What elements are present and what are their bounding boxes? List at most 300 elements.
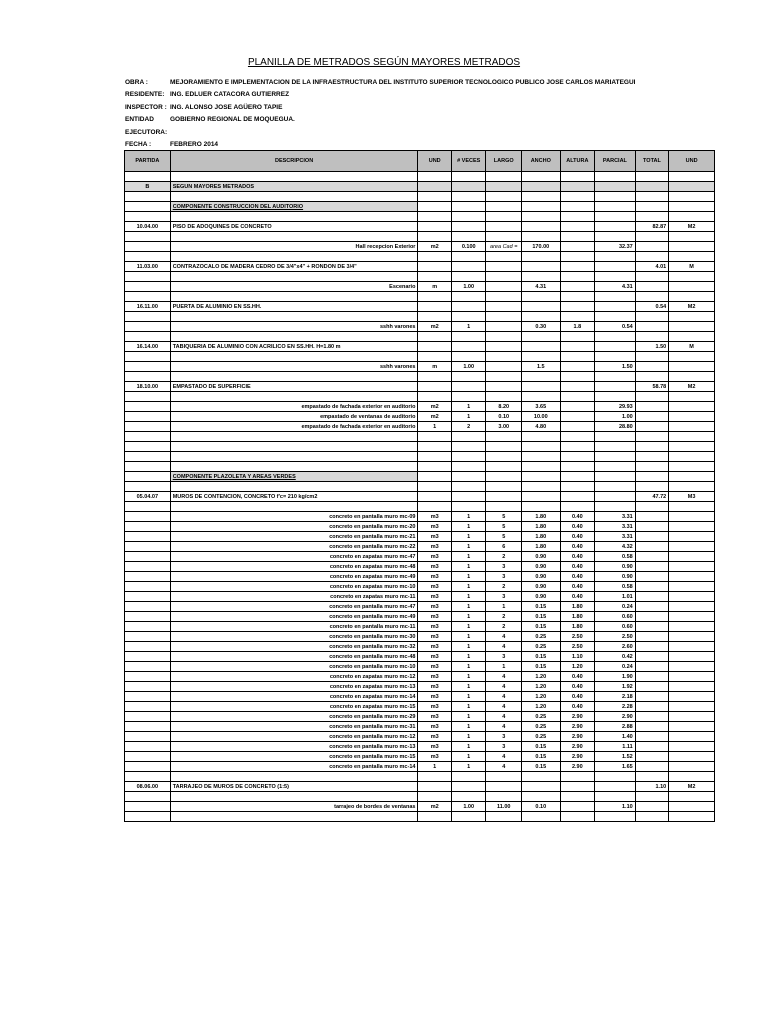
- cell: m3: [418, 622, 452, 632]
- cell: [125, 412, 171, 422]
- cell: M3: [669, 492, 715, 502]
- cell: [170, 312, 418, 322]
- cell: [522, 232, 561, 242]
- cell: 1.01: [595, 592, 636, 602]
- cell: 1.20: [522, 692, 561, 702]
- cell: [486, 372, 522, 382]
- cell: [451, 482, 486, 492]
- blank-row: [125, 172, 715, 182]
- cell: concreto en zapatas muro mc-12: [170, 672, 418, 682]
- cell: [125, 172, 171, 182]
- cell: [125, 192, 171, 202]
- cell: [635, 352, 669, 362]
- cell: [451, 352, 486, 362]
- cell: [635, 452, 669, 462]
- detail-row: [125, 512, 715, 522]
- cell: [418, 262, 452, 272]
- cell: [635, 292, 669, 302]
- cell: 0.15: [522, 622, 561, 632]
- detail-row: [125, 362, 715, 372]
- cell: M2: [669, 382, 715, 392]
- cell: concreto en zapatas muro mc-48: [170, 562, 418, 572]
- cell: [418, 782, 452, 792]
- cell: [522, 392, 561, 402]
- cell: area Cad =: [486, 242, 522, 252]
- cell: [451, 492, 486, 502]
- cell: [418, 232, 452, 242]
- cell: 0.15: [522, 752, 561, 762]
- cell: concreto en zapatas muro mc-15: [170, 702, 418, 712]
- cell: [125, 812, 171, 822]
- cell: [125, 602, 171, 612]
- cell: [451, 372, 486, 382]
- cell: [595, 382, 636, 392]
- cell: 1: [451, 542, 486, 552]
- cell: 4.32: [595, 542, 636, 552]
- cell: [125, 522, 171, 532]
- cell: [560, 792, 595, 802]
- cell: [125, 542, 171, 552]
- cell: [669, 332, 715, 342]
- cell: concreto en pantalla muro mc-14: [170, 762, 418, 772]
- cell: [451, 442, 486, 452]
- cell: [451, 262, 486, 272]
- cell: [635, 762, 669, 772]
- cell: m: [418, 282, 452, 292]
- cell: [635, 502, 669, 512]
- cell: [669, 772, 715, 782]
- cell: [170, 352, 418, 362]
- cell: [170, 232, 418, 242]
- cell: 1.80: [522, 532, 561, 542]
- cell: [595, 292, 636, 302]
- cell: [560, 232, 595, 242]
- cell: [486, 502, 522, 512]
- cell: [635, 472, 669, 482]
- cell: [560, 452, 595, 462]
- cell: 4.31: [595, 282, 636, 292]
- cell: [560, 482, 595, 492]
- cell: M2: [669, 222, 715, 232]
- cell: 1: [451, 692, 486, 702]
- cell: [125, 642, 171, 652]
- cell: m: [418, 362, 452, 372]
- meta-row: [125, 102, 636, 114]
- cell: [669, 732, 715, 742]
- cell: Escenario: [170, 282, 418, 292]
- cell: [595, 182, 636, 192]
- cell: 2: [486, 582, 522, 592]
- cell: 28.80: [595, 422, 636, 432]
- cell: 1: [451, 552, 486, 562]
- cell: 2.60: [595, 642, 636, 652]
- cell: [418, 182, 452, 192]
- cell: concreto en pantalla muro mc-09: [170, 512, 418, 522]
- blank-row: [125, 432, 715, 442]
- cell: [125, 322, 171, 332]
- column-header: PARCIAL: [595, 151, 636, 172]
- cell: 6: [486, 542, 522, 552]
- cell: [125, 482, 171, 492]
- detail-row: [125, 702, 715, 712]
- cell: [486, 322, 522, 332]
- cell: 2.88: [595, 722, 636, 732]
- cell: 4.80: [522, 422, 561, 432]
- cell: [635, 442, 669, 452]
- cell: [125, 622, 171, 632]
- cell: m3: [418, 742, 452, 752]
- cell: [635, 592, 669, 602]
- cell: [595, 502, 636, 512]
- cell: m3: [418, 702, 452, 712]
- page-title: PLANILLA DE METRADOS SEGÚN MAYORES METRADOS: [247, 57, 521, 68]
- cell: 4: [486, 632, 522, 642]
- cell: [669, 422, 715, 432]
- cell: [560, 462, 595, 472]
- cell: [669, 672, 715, 682]
- cell: [451, 382, 486, 392]
- cell: [170, 812, 418, 822]
- cell: concreto en pantalla muro mc-32: [170, 642, 418, 652]
- cell: [635, 672, 669, 682]
- detail-row: [125, 762, 715, 772]
- component-row: [125, 202, 715, 212]
- detail-row: [125, 572, 715, 582]
- blank-row: [125, 462, 715, 472]
- detail-row: [125, 642, 715, 652]
- cell: 4.31: [522, 282, 561, 292]
- cell: [669, 352, 715, 362]
- cell: [635, 312, 669, 322]
- cell: [170, 502, 418, 512]
- cell: 170.00: [522, 242, 561, 252]
- cell: B: [125, 182, 171, 192]
- blank-row: [125, 252, 715, 262]
- cell: [522, 782, 561, 792]
- cell: 0.24: [595, 602, 636, 612]
- blank-row: [125, 772, 715, 782]
- cell: [451, 342, 486, 352]
- cell: m2: [418, 322, 452, 332]
- cell: [418, 432, 452, 442]
- cell: 0.90: [522, 582, 561, 592]
- cell: 82.87: [635, 222, 669, 232]
- cell: [170, 462, 418, 472]
- cell: 2.90: [560, 752, 595, 762]
- cell: [522, 382, 561, 392]
- blank-row: [125, 792, 715, 802]
- cell: [522, 272, 561, 282]
- meta-label: OBRA :: [125, 79, 148, 86]
- cell: [635, 172, 669, 182]
- meta-label: ENTIDAD EJECUTORA:: [125, 116, 168, 136]
- cell: [635, 542, 669, 552]
- cell: [595, 212, 636, 222]
- cell: [669, 322, 715, 332]
- cell: [125, 732, 171, 742]
- cell: [125, 272, 171, 282]
- cell: [522, 332, 561, 342]
- cell: [669, 572, 715, 582]
- cell: 5: [486, 512, 522, 522]
- cell: [669, 212, 715, 222]
- cell: [418, 192, 452, 202]
- cell: [669, 532, 715, 542]
- detail-row: [125, 532, 715, 542]
- blank-row: [125, 812, 715, 822]
- cell: Hall recepcion Exterior: [170, 242, 418, 252]
- cell: [669, 362, 715, 372]
- cell: [486, 302, 522, 312]
- cell: 0.40: [560, 592, 595, 602]
- cell: 4: [486, 712, 522, 722]
- cell: [418, 772, 452, 782]
- cell: [669, 282, 715, 292]
- cell: 1.20: [522, 682, 561, 692]
- cell: [595, 232, 636, 242]
- cell: [125, 432, 171, 442]
- cell: 1: [451, 712, 486, 722]
- cell: [125, 582, 171, 592]
- cell: 1: [451, 562, 486, 572]
- column-header: UND: [669, 151, 715, 172]
- cell: [125, 202, 171, 212]
- cell: [451, 452, 486, 462]
- cell: 0.25: [522, 722, 561, 732]
- cell: [595, 272, 636, 282]
- cell: 0.90: [522, 562, 561, 572]
- cell: 2.90: [560, 742, 595, 752]
- cell: 1.65: [595, 762, 636, 772]
- cell: [486, 352, 522, 362]
- cell: [451, 252, 486, 262]
- cell: concreto en pantalla muro mc-12: [170, 732, 418, 742]
- cell: [125, 422, 171, 432]
- cell: 10.04.00: [125, 222, 171, 232]
- cell: 0.40: [560, 562, 595, 572]
- cell: [560, 402, 595, 412]
- cell: [522, 342, 561, 352]
- cell: 2.90: [595, 712, 636, 722]
- detail-row: [125, 662, 715, 672]
- cell: [486, 812, 522, 822]
- cell: 4.01: [635, 262, 669, 272]
- cell: [635, 792, 669, 802]
- cell: m2: [418, 402, 452, 412]
- cell: [669, 512, 715, 522]
- cell: 58.78: [635, 382, 669, 392]
- blank-row: [125, 372, 715, 382]
- cell: [635, 712, 669, 722]
- cell: [486, 792, 522, 802]
- cell: M2: [669, 302, 715, 312]
- cell: 1: [451, 532, 486, 542]
- cell: [125, 652, 171, 662]
- column-header: LARGO: [486, 151, 522, 172]
- cell: [635, 622, 669, 632]
- cell: [635, 272, 669, 282]
- cell: 05.04.07: [125, 492, 171, 502]
- cell: 4: [486, 752, 522, 762]
- cell: [486, 432, 522, 442]
- cell: [418, 462, 452, 472]
- detail-row: [125, 412, 715, 422]
- cell: [669, 752, 715, 762]
- item-row: [125, 262, 715, 272]
- blank-row: [125, 502, 715, 512]
- cell: [486, 442, 522, 452]
- cell: [669, 742, 715, 752]
- cell: 10.00: [522, 412, 561, 422]
- cell: [125, 672, 171, 682]
- blank-row: [125, 332, 715, 342]
- cell: concreto en zapatas muro mc-49: [170, 572, 418, 582]
- cell: [560, 442, 595, 452]
- meta-label: RESIDENTE:: [125, 91, 165, 99]
- cell: [669, 662, 715, 672]
- cell: 1: [451, 702, 486, 712]
- cell: 0.15: [522, 612, 561, 622]
- blank-row: [125, 452, 715, 462]
- cell: [125, 442, 171, 452]
- cell: [669, 702, 715, 712]
- cell: 2: [451, 422, 486, 432]
- cell: [635, 612, 669, 622]
- cell: [418, 252, 452, 262]
- cell: [125, 722, 171, 732]
- cell: [125, 242, 171, 252]
- cell: [522, 772, 561, 782]
- cell: 1.8: [560, 322, 595, 332]
- cell: 8.20: [486, 402, 522, 412]
- cell: 1.11: [595, 742, 636, 752]
- cell: [522, 302, 561, 312]
- cell: concreto en pantalla muro mc-47: [170, 602, 418, 612]
- cell: [418, 502, 452, 512]
- detail-row: [125, 682, 715, 692]
- detail-row: [125, 742, 715, 752]
- cell: 0.30: [522, 322, 561, 332]
- cell: 0.40: [560, 512, 595, 522]
- cell: [522, 312, 561, 322]
- cell: [560, 362, 595, 372]
- cell: m3: [418, 712, 452, 722]
- detail-row: [125, 612, 715, 622]
- cell: [486, 772, 522, 782]
- cell: 1.50: [635, 342, 669, 352]
- cell: 1.20: [560, 662, 595, 672]
- cell: 0.40: [560, 552, 595, 562]
- cell: [635, 522, 669, 532]
- cell: [522, 502, 561, 512]
- cell: [451, 472, 486, 482]
- cell: [125, 632, 171, 642]
- cell: [486, 342, 522, 352]
- cell: [595, 342, 636, 352]
- cell: [669, 552, 715, 562]
- cell: 0.25: [522, 632, 561, 642]
- cell: [669, 622, 715, 632]
- detail-row: [125, 752, 715, 762]
- cell: [560, 332, 595, 342]
- detail-row: [125, 632, 715, 642]
- cell: [560, 302, 595, 312]
- cell: [522, 202, 561, 212]
- cell: [125, 612, 171, 622]
- cell: [669, 612, 715, 622]
- cell: [669, 272, 715, 282]
- cell: 1.10: [560, 652, 595, 662]
- cell: sshh varones: [170, 322, 418, 332]
- cell: [595, 262, 636, 272]
- cell: [170, 792, 418, 802]
- cell: 2.90: [560, 722, 595, 732]
- cell: [125, 312, 171, 322]
- cell: empastado de fachada exterior en auditorio: [170, 422, 418, 432]
- cell: 0.40: [560, 672, 595, 682]
- cell: concreto en pantalla muro mc-22: [170, 542, 418, 552]
- cell: m3: [418, 752, 452, 762]
- cell: TABIQUERIA DE ALUMINIO CON ACRILICO EN SS.HH. H=1.80 m: [170, 342, 418, 352]
- cell: 1.20: [522, 702, 561, 712]
- cell: [451, 502, 486, 512]
- cell: [418, 342, 452, 352]
- cell: [522, 452, 561, 462]
- cell: 0.25: [522, 732, 561, 742]
- blank-row: [125, 272, 715, 282]
- cell: [560, 382, 595, 392]
- cell: [125, 712, 171, 722]
- cell: [669, 242, 715, 252]
- cell: [451, 212, 486, 222]
- cell: [418, 382, 452, 392]
- cell: 0.40: [560, 572, 595, 582]
- cell: 11.00: [486, 802, 522, 812]
- cell: [560, 372, 595, 382]
- cell: 0.100: [451, 242, 486, 252]
- cell: 1.80: [522, 542, 561, 552]
- cell: MUROS DE CONTENCION, CONCRETO f'c= 210 kg/cm2: [170, 492, 418, 502]
- cell: 2.90: [560, 712, 595, 722]
- cell: [486, 192, 522, 202]
- cell: m3: [418, 552, 452, 562]
- cell: [125, 772, 171, 782]
- cell: [125, 232, 171, 242]
- cell: 0.42: [595, 652, 636, 662]
- detail-row: [125, 562, 715, 572]
- cell: [560, 802, 595, 812]
- cell: [522, 472, 561, 482]
- cell: m3: [418, 542, 452, 552]
- cell: [669, 722, 715, 732]
- item-row: [125, 302, 715, 312]
- detail-row: [125, 622, 715, 632]
- cell: [418, 442, 452, 452]
- cell: [635, 402, 669, 412]
- item-row: [125, 342, 715, 352]
- cell: m3: [418, 652, 452, 662]
- column-header: ANCHO: [522, 151, 561, 172]
- cell: 1: [451, 632, 486, 642]
- cell: 1: [451, 652, 486, 662]
- blank-row: [125, 192, 715, 202]
- cell: [418, 292, 452, 302]
- cell: [486, 292, 522, 302]
- cell: empastado de fachada exterior en auditorio: [170, 402, 418, 412]
- blank-row: [125, 392, 715, 402]
- cell: [451, 232, 486, 242]
- cell: [170, 272, 418, 282]
